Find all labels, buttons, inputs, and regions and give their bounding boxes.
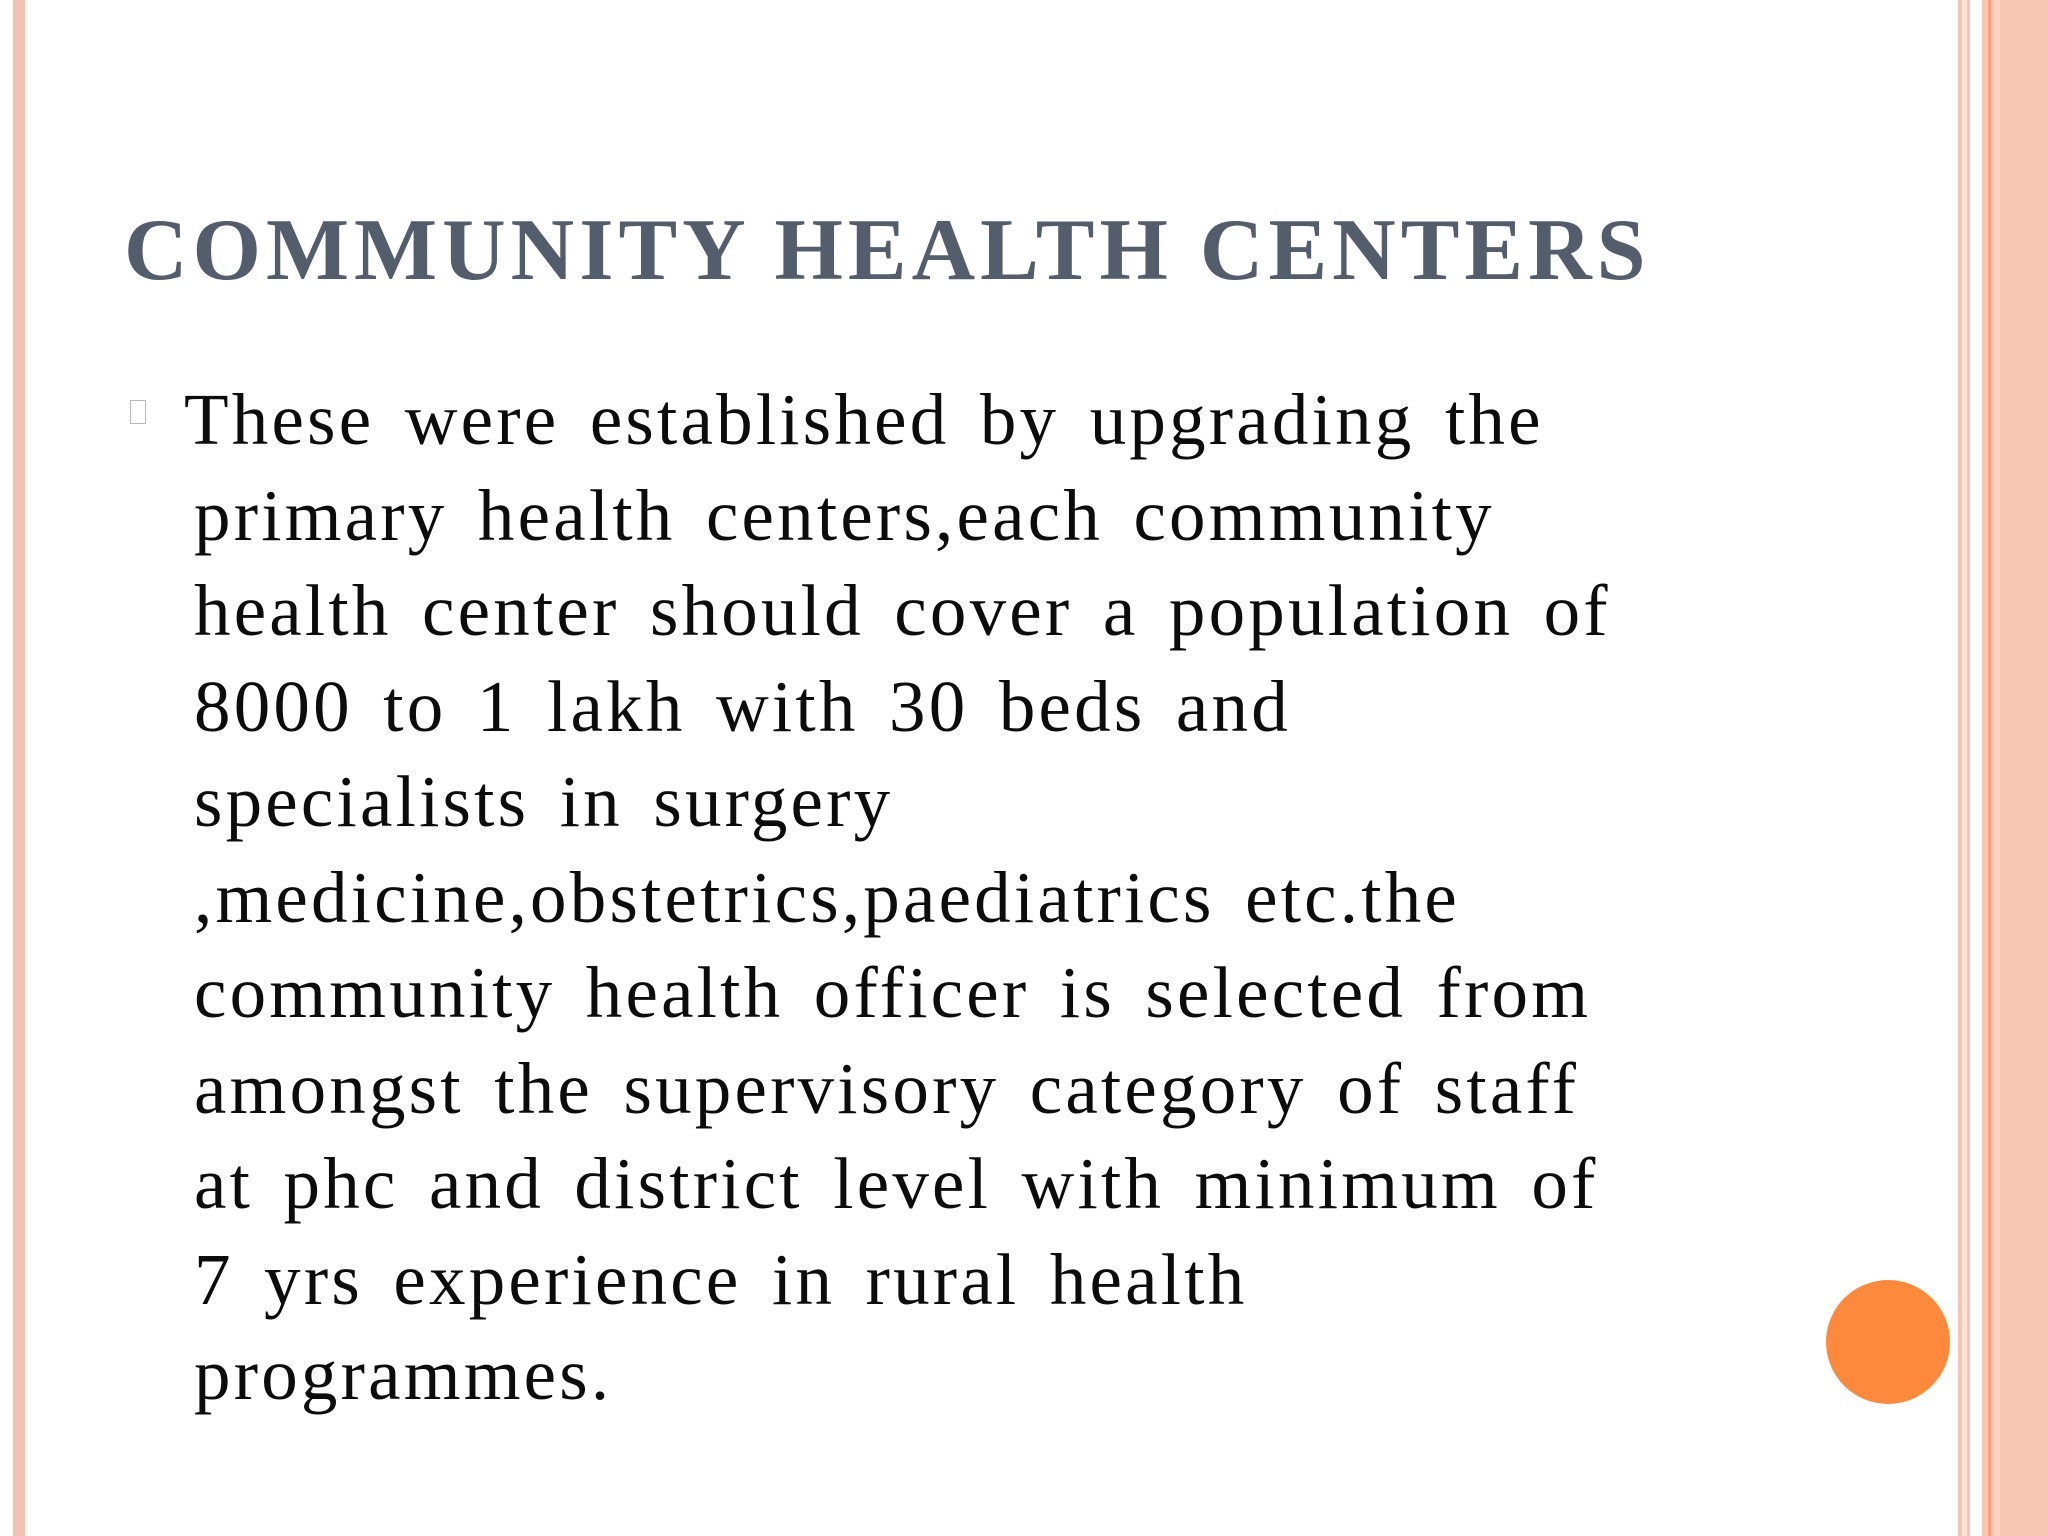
body-content	[128, 372, 1768, 1423]
slide-title: COMMUNITY HEALTH CENTERS	[124, 202, 1651, 299]
right-border-stripe	[1962, 0, 1967, 1536]
body-line: health center should cover a population of	[194, 570, 1611, 651]
body-line: ,medicine,obstetrics,paediatrics etc.the	[194, 856, 1461, 938]
body-line: These were established by upgrading the	[184, 379, 1544, 460]
orange-circle-decoration	[1826, 1280, 1950, 1404]
body-line: 7 yrs experience in rural health	[194, 1238, 1248, 1320]
body-line: 8000 to 1 lakh with 30 beds and	[194, 665, 1291, 747]
right-border-stripe	[1994, 0, 2000, 1536]
body-line: amongst the supervisory category of staff	[194, 1047, 1580, 1129]
body-line: primary health centers,each community	[194, 474, 1495, 556]
right-border-stripe	[1988, 0, 1991, 1536]
body-line: programmes.	[194, 1334, 613, 1415]
bullet-paragraph	[128, 372, 1768, 1423]
body-line: specialists in surgery	[194, 761, 894, 842]
body-line: at phc and district level with minimum of	[194, 1143, 1599, 1224]
body-line: community health officer is selected from	[194, 952, 1592, 1033]
right-border-stripe	[1970, 0, 1982, 1536]
left-border-bar	[13, 0, 25, 1536]
empty-square-bullet-icon	[130, 400, 146, 424]
